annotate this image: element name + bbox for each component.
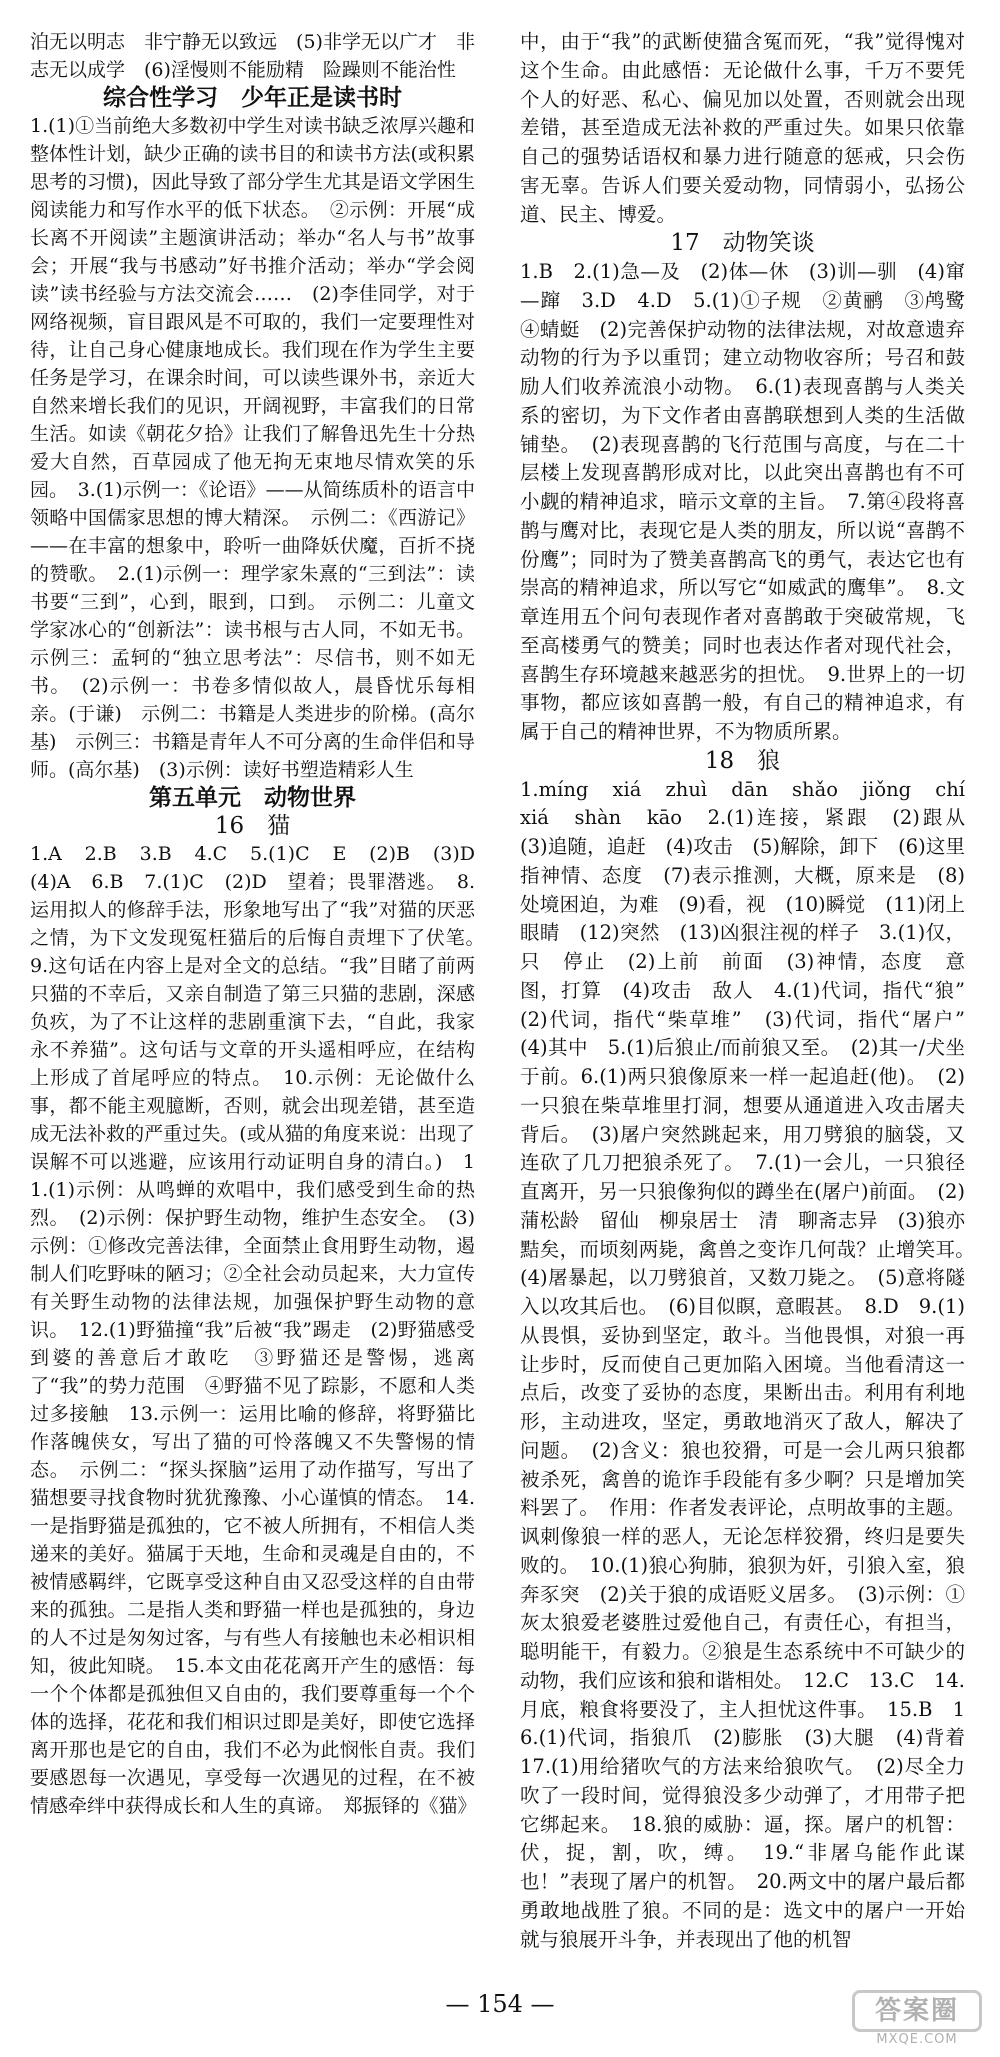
left-paragraph-1: 泊无以明志 非宁静无以致远 (5)非学无以广才 非志无以成学 (6)淫慢则不能励精 险躁则不能治性	[30, 31, 475, 81]
lesson-heading-cat: 16 猫	[214, 813, 291, 839]
right-paragraph-2: 1.B 2.(1)急—及 (2)体—休 (3)训—驯 (4)窜—蹿 3.D 4.D 5.(1)①子规 ②黄鹂 ③鸬鹭 ④蜻蜓 (2)完善保护动物的法律法规，对故意遗弃动物的行为予以重罚；建立动物收容所；号召和鼓励人们收养流浪小动物。 6.(1)表现喜鹊与人类关系的密切，为下文作者由喜鹊联想到人类的生活做铺垫。 (2)表现喜鹊的飞行范围与高度，与在二十层楼上发现喜鹊形成对比，以此突出喜鹊也有不可小觑的精神追求，暗示文章的主旨。 7.第④段将喜鹊与鹰对比，表现它是人类的朋友，所以说“喜鹊不份鹰”；同时为了赞美喜鹊高飞的勇气，表达它也有崇高的精神追求，所以写它“如威武的鹰隼”。 8.文章连用五个问句表现作者对喜鹊敢于突破常规，飞至高楼勇气的赞美；同时也表达作者对现代社会，喜鹊生存环境越来越恶劣的担忧。 9.世界上的一切事物，都应该如喜鹊一般，有自己的精神追求，有属于自己的精神世界，不为物质所累。	[520, 260, 985, 743]
unit-heading: 第五单元 动物世界	[149, 785, 356, 811]
right-paragraph-3: 1.míng xiá zhuì dān shǎo jiǒng chí xiá shàn kāo 2.(1)连接，紧跟 (2)跟从 (3)追随，追赶 (4)攻击 (5)解除，卸下 (6)这里指神情、态度 (7)表示推测，大概，原来是 (8)处境困迫，为难 (9)看，视 (10)瞬觉 (11)闭上眼睛 (12)突然 (13)凶狠注视的样子 3.(1)仅，只 停止 (2)上前 前面 (3)神情，态度 意图，打算 (4)攻击 敌人 4.(1)代词，指代“狼” (2)代词，指代“柴草堆” (3)代词，指代“屠户” (4)其中 5.(1)后狼止/而前狼又至。 (2)其一/犬坐于前。6.(1)两只狼像原来一样一起追赶(他)。 (2)一只狼在柴草堆里打洞，想要从通道进入攻击屠夫背后。 (3)屠户突然跳起来，用刀劈狼的脑袋，又连砍了几刀把狼杀死了。 7.(1)一会儿，一只狼径直离开，另一只狼像狗似的蹲坐在(屠户)前面。 (2)蒲松龄 留仙 柳泉居士 清 聊斋志异 (3)狼亦黠矣，而顷刻两毙，禽兽之变诈几何哉？止增笑耳。 (4)屠暴起，以刀劈狼首，又数刀毙之。 (5)意将隧入以攻其后也。 (6)目似瞑，意暇甚。 8.D 9.(1)从畏惧，妥协到坚定，敢斗。当他畏惧，对狼一再让步时，反而使自己更加陷入困境。当他看清这一点后，改变了妥协的态度，果断出击。利用有利地形，主动进攻，坚定，勇敢地消灭了敌人，解决了问题。 (2)含义：狼也狡猾，可是一会儿两只狼都被杀死，禽兽的诡诈手段能有多少啊？只是增加笑料罢了。 作用：作者发表评论，点明故事的主题。讽刺像狼一样的恶人，无论怎样狡猾，终归是要失败的。 10.(1)狼心狗肺，狼狈为奸，引狼入室，狼奔豕突 (2)关于狼的成语贬义居多。 (3)示例：①灰太狼爱老婆胜过爱他自己，有责任心，有担当，聪明能干，有毅力。②狼是生态系统中不可缺少的动物，我们应该和狼和谐相处。 12.C 13.C 14.月底，粮食将要没了，主人担忧这件事。 15.B 16.(1)代词，指狼爪 (2)膨胀 (3)大腿 (4)背着 17.(1)用给猪吹气的方法来给狼吹气。 (2)尽全力吹了一段时间，觉得狼没多少动弹了，才用带子把它绑起来。 18.狼的威胁：逼，探。屠户的机智：伏，捉，割，吹，缚。 19.“非屠乌能作此谋也！”表现了屠户的机智。 20.两文中的屠户最后都勇敢地战胜了狼。不同的是：选文中的屠户一开始就与狼展开斗争，并表现出了他的机智	[520, 777, 985, 1951]
watermark-mark: 答案圈	[852, 1990, 982, 2032]
left-column	[30, 28, 495, 1820]
lesson-heading-wolf: 18 狼	[704, 747, 781, 774]
watermark-url: MXQE.COM	[876, 2032, 958, 2047]
watermark-logo	[852, 1990, 982, 2048]
right-column	[520, 28, 985, 1954]
page-number: — 154 —	[445, 1990, 555, 2018]
lesson-heading-animal-jokes: 17 动物笑谈	[670, 230, 815, 257]
right-paragraph-1: 中，由于“我”的武断使猫含冤而死，“我”觉得愧对这个生命。由此感悟：无论做什么事，千万不要凭个人的好恶、私心、偏见加以处置，否则就会出现差错，甚至造成无法补救的严重过失。如果只依靠自己的强势话语权和暴力进行随意的惩戒，只会伤害无辜。告诉人们要关爱动物，同情弱小，弘扬公道、民主、博爱。	[520, 30, 965, 226]
left-paragraph-3: 1.A 2.B 3.B 4.C 5.(1)C E (2)B (3)D (4)A 6.B 7.(1)C (2)D 望着；畏罪潜逃。 8.运用拟人的修辞手法，形象地写出了“我”对猫的厌恶之情，为下文发现冤枉猫后的后悔自责埋下了伏笔。 9.这句话在内容上是对全文的总结。“我”目睹了前两只猫的不幸后，又亲自制造了第三只猫的悲剧，深感负疚，为了不让这样的悲剧重演下去，“自此，我家永不养猫”。这句话与文章的开头遥相呼应，在结构上形成了首尾呼应的特点。 10.示例：无论做什么事，都不能主观臆断，否则，就会出现差错，甚至造成无法补救的严重过失。(或从猫的角度来说：出现了误解不可以逃避，应该用行动证明自身的清白。) 11.(1)示例：从鸣蝉的欢唱中，我们感受到生命的热烈。 (2)示例：保护野生动物，维护生态安全。 (3)示例：①修改完善法律，全面禁止食用野生动物，遏制人们吃野味的陋习；②全社会动员起来，大力宣传有关野生动物的法律法规，加强保护野生动物的意识。 12.(1)野猫撞“我”后被“我”踢走 (2)野猫感受到婆的善意后才敢吃 ③野猫还是警惕，逃离了“我”的势力范围 ④野猫不见了踪影，不愿和人类过多接触 13.示例一：运用比喻的修辞，将野猫比作落魄侠女，写出了猫的可怜落魄又不失警惕的情态。 示例二：“探头探脑”运用了动作描写，写出了猫想要寻找食物时犹犹豫豫、小心谨慎的情态。 14.一是指野猫是孤独的，它不被人所拥有，不相信人类递来的美好。猫属于天地，生命和灵魂是自由的，不被情感羁绊，它既享受这种自由又忍受这样的自由带来的孤独。二是指人类和野猫一样也是孤独的，身边的人不过是匆匆过客，与有些人有接触也未必相识相知，彼此知晓。 15.本文由花花离开产生的感悟：每一个个体都是孤独但又自由的，我们要尊重每一个个体的选择，花花和我们相识过即是美好，即使它选择离开那也是它的自由，我们不必为此悯怅自责。我们要感恩每一次遇见，享受每一次遇见的过程，在不被情感牵绊中获得成长和人生的真谛。 郑振铎的《猫》	[30, 843, 495, 1817]
left-paragraph-2: 1.(1)①当前绝大多数初中学生对读书缺乏浓厚兴趣和整体性计划，缺少正确的读书目的和读书方法(或积累思考的习惯)，因此导致了部分学生尤其是语文学困生阅读能力和写作水平的低下状态。 ②示例：开展“成长离不开阅读”主题演讲活动；举办“名人与书”故事会；开展“我与书感动”好书推介活动；举办“学会阅读”读书经验与方法交流会…… (2)李佳同学，对于网络视频，盲目跟风是不可取的，我们一定要理性对待，让自己身心健康地成长。我们现在作为学生主要任务是学习，在课余时间，可以读些课外书，亲近大自然来增长我们的见识，开阔视野，丰富我们的日常生活。如读《朝花夕拾》让我们了解鲁迅先生十分热爱大自然，百草园成了他无拘无束地尽情欢笑的乐园。 3.(1)示例一：《论语》——从简练质朴的语言中领略中国儒家思想的博大精深。 示例二：《西游记》——在丰富的想象中，聆听一曲降妖伏魔，百折不挠的赞歌。 2.(1)示例一：理学家朱熹的“三到法”：读书要“三到”，心到，眼到，口到。 示例二：儿童文学家冰心的“创新法”：读书根与古人同，不如无书。示例三：孟轲的“独立思考法”：尽信书，则不如无书。 (2)示例一：书卷多情似故人，晨昏忧乐每相亲。(于谦) 示例二：书籍是人类进步的阶梯。(高尔基) 示例三：书籍是青年人不可分离的生命伴侣和导师。(高尔基) (3)示例：读好书塑造精彩人生	[30, 115, 475, 781]
section-heading-reading: 综合性学习 少年正是读书时	[103, 85, 402, 111]
